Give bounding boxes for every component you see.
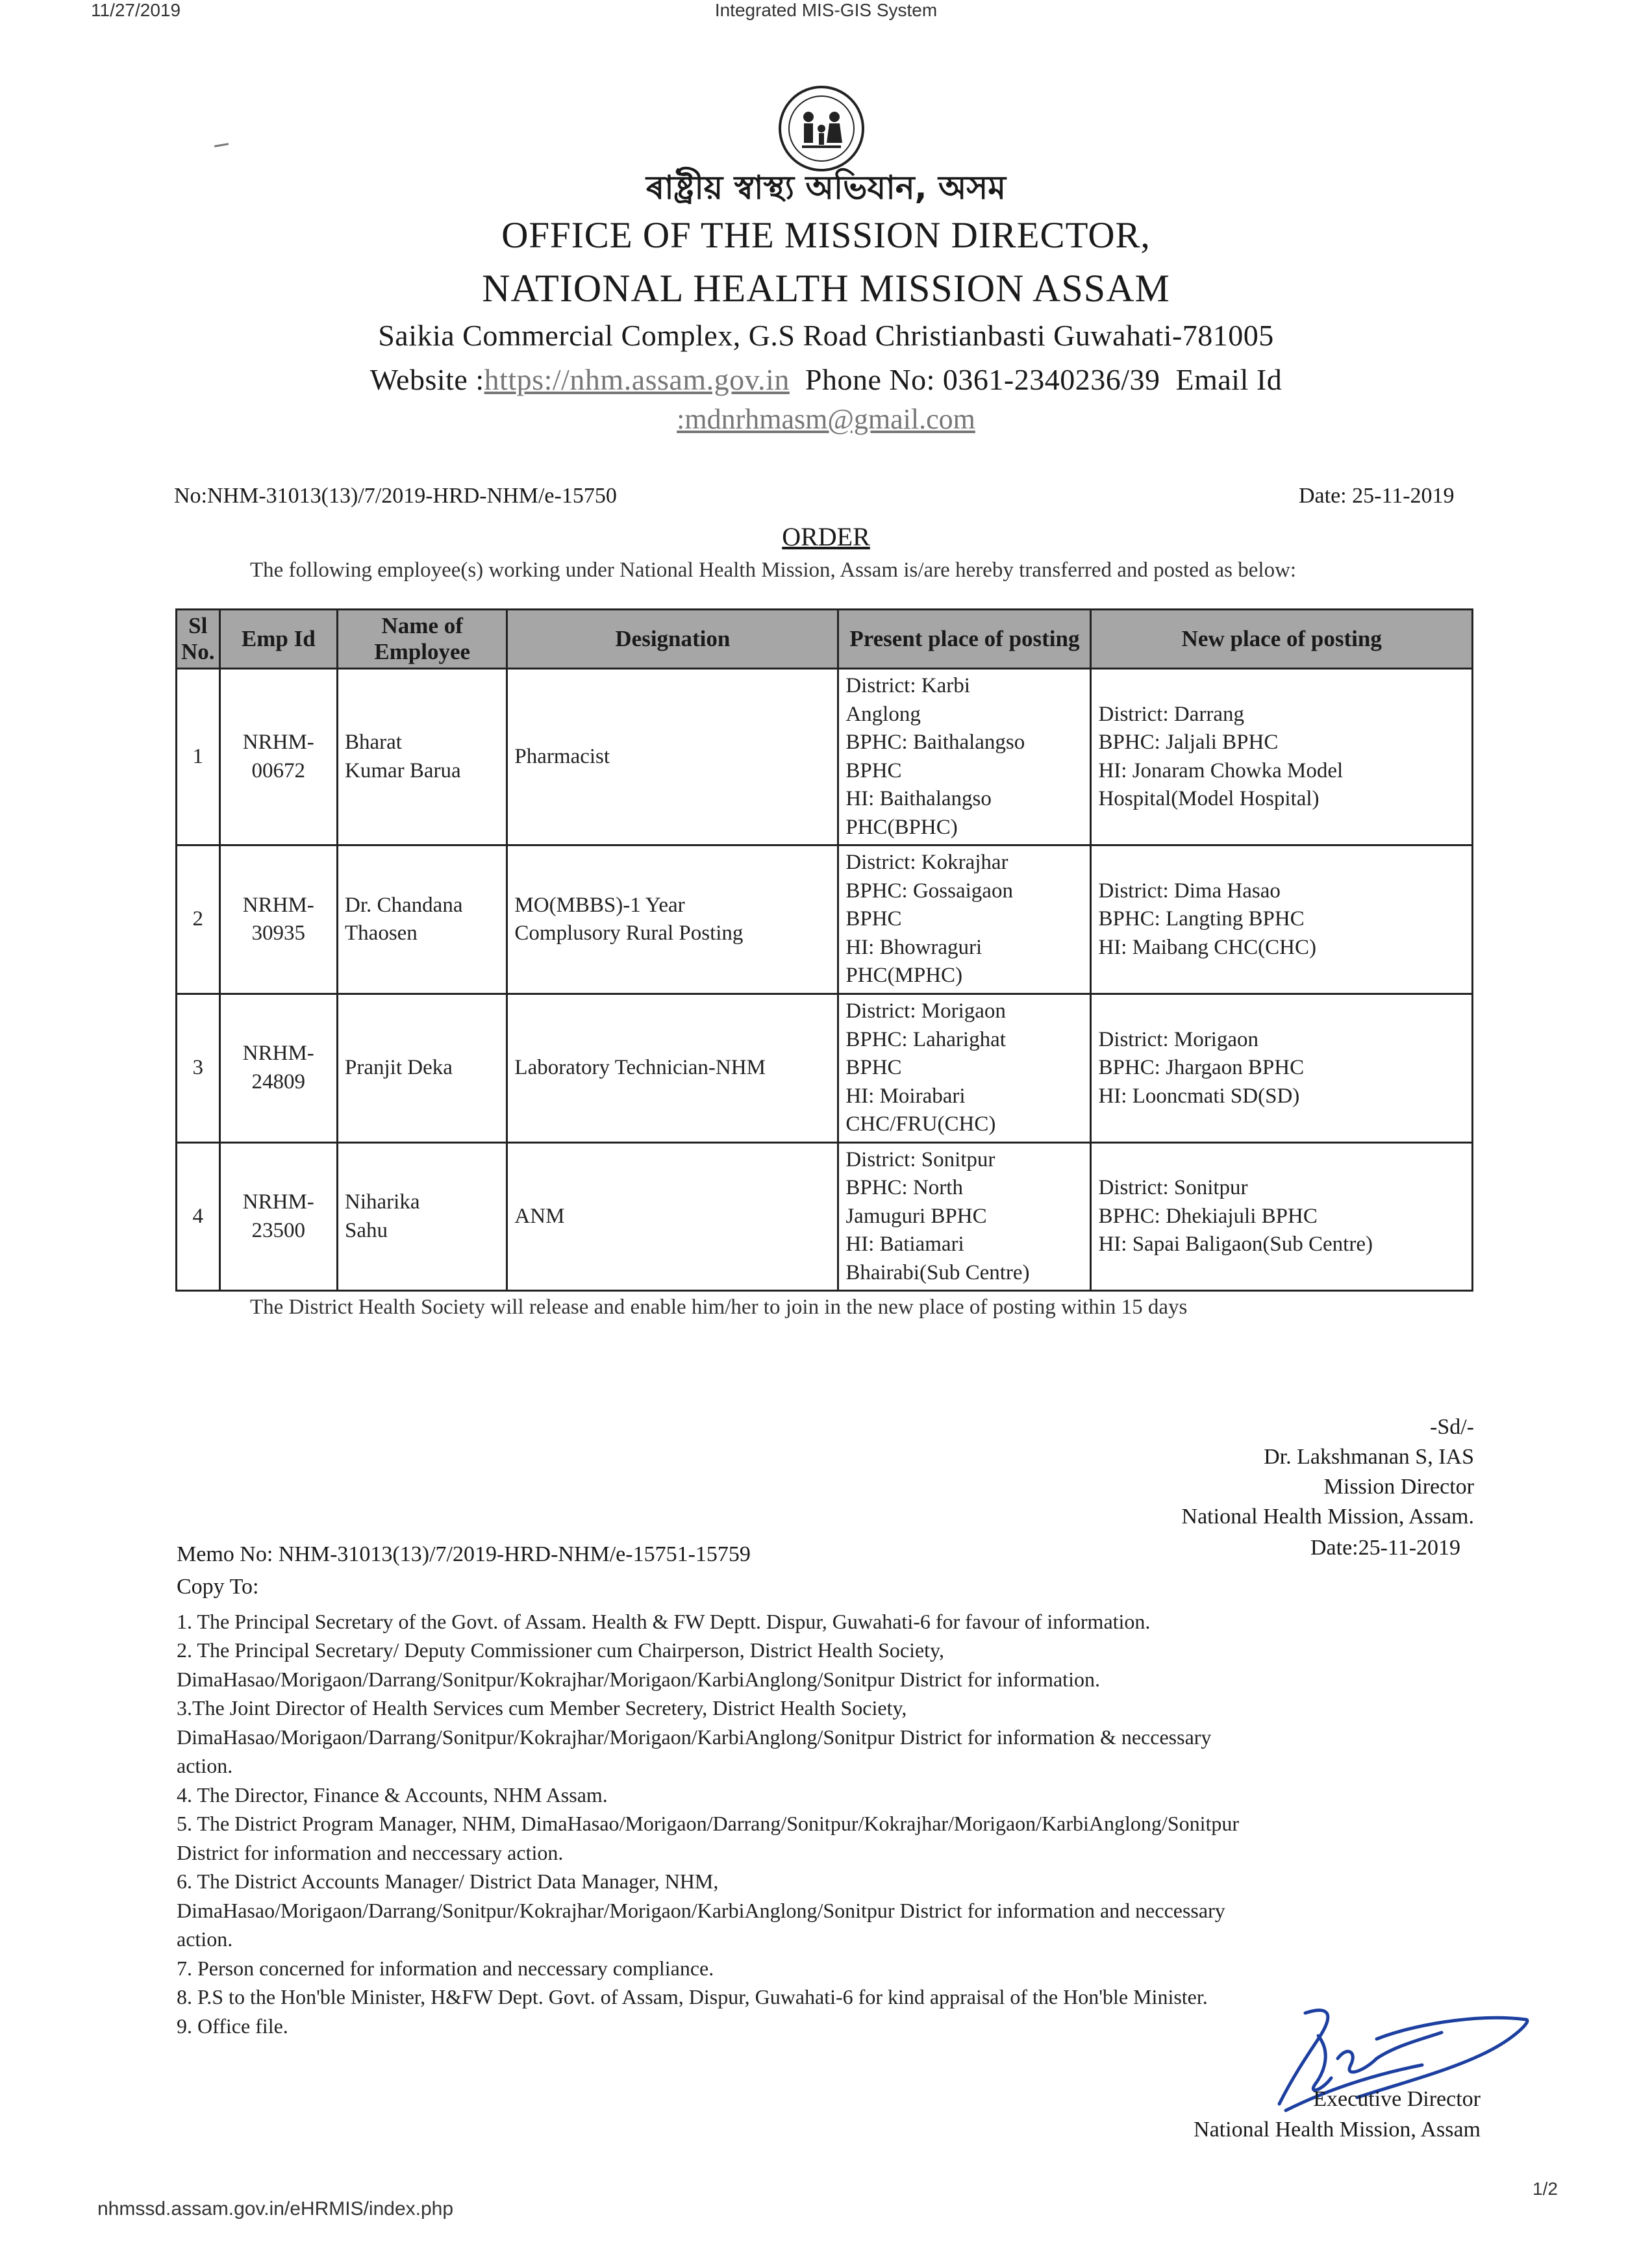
email-label: Email Id xyxy=(1175,363,1283,396)
cell-line: 30935 xyxy=(251,921,306,945)
cell-line: District: Dima Hasao xyxy=(1098,879,1281,903)
cell-line: CHC/FRU(CHC) xyxy=(845,1112,996,1136)
bengali-title: ৰাষ্ট্ৰীয় স্বাস্থ্য অভিযান, অসম xyxy=(645,169,1007,206)
print-title: Integrated MIS-GIS System xyxy=(714,0,938,20)
email-line xyxy=(0,403,1652,436)
cell-line: HI: Moirabari xyxy=(845,1084,966,1108)
cell-line: District: Kokrajhar xyxy=(845,851,1008,875)
cell-line: HI: Sapai Baligaon(Sub Centre) xyxy=(1098,1232,1373,1257)
designation-cell xyxy=(507,1142,838,1291)
cell-line: ANM xyxy=(514,1204,565,1228)
copy-to-item: 9. Office file. xyxy=(177,2014,288,2038)
footer-url: nhmssd.assam.gov.in/eHRMIS/index.php xyxy=(97,2198,454,2220)
copy-to-item: 1. The Principal Secretary of the Govt. of Assam. Health & FW Deptt. Dispur, Guwahati-6 for favour of information. xyxy=(177,1610,1151,1633)
cell-line: Bhairabi(Sub Centre) xyxy=(845,1260,1030,1284)
copy-to-item: 8. P.S to the Hon'ble Minister, H&FW Dept. Govt. of Assam, Dispur, Guwahati-6 for kind appraisal of the Hon'ble Minister. xyxy=(177,1985,1208,2009)
website-link[interactable]: https://nhm.assam.gov.in xyxy=(484,363,790,396)
exec-designation: Executive Director xyxy=(1313,2087,1481,2111)
table-row xyxy=(177,669,1473,845)
cell-line: PHC(MPHC) xyxy=(845,964,963,988)
cell-line: BPHC xyxy=(845,907,902,931)
new-posting-cell xyxy=(1091,845,1473,994)
cell-line: NRHM- xyxy=(242,1042,314,1066)
emp-id-cell xyxy=(219,994,337,1143)
copy-to-item: 4. The Director, Finance & Accounts, NHM Assam. xyxy=(177,1783,608,1807)
memo-date: Date:25-11-2019 xyxy=(1310,1536,1461,1560)
table-header-row xyxy=(177,610,1473,669)
cell-line: Pranjit Deka xyxy=(345,1056,453,1080)
cell-line: HI: Bhowraguri xyxy=(845,935,982,959)
cell-line: BPHC: Jaljali BPHC xyxy=(1098,731,1279,755)
cell-line: NRHM- xyxy=(242,893,314,917)
cell-line: BPHC: Langting BPHC xyxy=(1098,907,1305,931)
cell-line: BPHC xyxy=(845,758,902,782)
cell-line: District: Darrang xyxy=(1098,702,1244,726)
email-link[interactable]: :mdnrhmasm@gmail.com xyxy=(677,403,975,435)
cell-line: Thaosen xyxy=(345,921,418,945)
new-posting-cell xyxy=(1091,669,1473,845)
cell-line: Bharat xyxy=(345,731,402,755)
cell-line: District: Sonitpur xyxy=(845,1147,995,1171)
header-present-posting: Present place of posting xyxy=(838,610,1091,669)
cell-line: 00672 xyxy=(251,758,306,782)
cell-line: HI: Batiamari xyxy=(845,1232,964,1257)
present-posting-cell xyxy=(838,994,1091,1143)
sl-cell: 4 xyxy=(177,1142,220,1291)
cell-line: District: Morigaon xyxy=(845,999,1006,1023)
present-posting-cell xyxy=(838,669,1091,845)
cell-line: 24809 xyxy=(251,1070,306,1094)
cell-line: Niharika xyxy=(345,1190,420,1214)
executive-director-block xyxy=(1097,2084,1481,2146)
signatory-organisation: National Health Mission, Assam. xyxy=(1181,1504,1474,1529)
cell-line: Hospital(Model Hospital) xyxy=(1098,787,1320,811)
table-row xyxy=(177,1142,1473,1291)
order-intro: The following employee(s) working under National Health Mission, Assam is/are hereby transferred and posted as below: xyxy=(250,558,1297,582)
emp-id-cell xyxy=(219,845,337,994)
cell-line: BPHC: Gossaigaon xyxy=(845,879,1013,903)
cell-line: PHC(BPHC) xyxy=(845,815,958,839)
cell-line: BPHC xyxy=(845,1056,902,1080)
mission-director-signature-block xyxy=(1039,1412,1474,1532)
cell-line: District: Morigaon xyxy=(1098,1027,1259,1051)
cell-line: HI: Looncmati SD(SD) xyxy=(1098,1084,1300,1108)
cell-line: BPHC: Dhekiajuli BPHC xyxy=(1098,1204,1318,1228)
copy-to-item: 5. The District Program Manager, NHM, DimaHasao/Morigaon/Darrang/Sonitpur/Kokrajhar/Morigaon/KarbiAnglong/Sonitpur xyxy=(177,1812,1240,1836)
emp-id-cell xyxy=(219,1142,337,1291)
scan-mark xyxy=(214,143,229,147)
employee-name-cell xyxy=(338,994,507,1143)
copy-to-item: DimaHasao/Morigaon/Darrang/Sonitpur/Kokrajhar/Morigaon/KarbiAnglong/Sonitpur District for information and neccessary xyxy=(177,1898,1225,1922)
cell-line: BPHC: North xyxy=(845,1176,963,1200)
present-posting-cell xyxy=(838,1142,1091,1291)
nhm-title: NATIONAL HEALTH MISSION ASSAM xyxy=(482,267,1170,310)
header-designation: Designation xyxy=(507,610,838,669)
table-row xyxy=(177,845,1473,994)
copy-to-item: 6. The District Accounts Manager/ District Data Manager, NHM, xyxy=(177,1870,719,1894)
copy-to-item: 3.The Joint Director of Health Services cum Member Secretery, District Health Society, xyxy=(177,1696,907,1720)
designation-cell xyxy=(507,845,838,994)
new-posting-cell xyxy=(1091,1142,1473,1291)
header-sl-no: Sl No. xyxy=(177,610,220,669)
copy-to-item: 7. Person concerned for information and neccessary compliance. xyxy=(177,1956,714,1980)
sl-cell: 2 xyxy=(177,845,220,994)
memo-number: Memo No: NHM-31013(13)/7/2019-HRD-NHM/e-15751-15759 xyxy=(177,1542,751,1566)
cell-line: Kumar Barua xyxy=(345,758,461,782)
cell-line: Dr. Chandana xyxy=(345,893,463,917)
release-note: The District Health Society will release and enable him/her to join in the new place of posting within 15 days xyxy=(250,1295,1188,1319)
present-posting-cell xyxy=(838,845,1091,994)
new-posting-cell xyxy=(1091,994,1473,1143)
copy-to-item: 2. The Principal Secretary/ Deputy Commissioner cum Chairperson, District Health Society, xyxy=(177,1638,944,1662)
employee-name-cell xyxy=(338,669,507,845)
header-employee-name: Name of Employee xyxy=(338,610,507,669)
table-row xyxy=(177,994,1473,1143)
exec-organisation: National Health Mission, Assam xyxy=(1194,2117,1481,2142)
cell-line: NRHM- xyxy=(242,1190,314,1214)
print-date: 11/27/2019 xyxy=(91,0,181,20)
page-number: 1/2 xyxy=(1533,2179,1558,2199)
header-new-posting: New place of posting xyxy=(1091,610,1473,669)
sl-cell: 3 xyxy=(177,994,220,1143)
signatory-designation: Mission Director xyxy=(1323,1474,1474,1499)
employee-name-cell xyxy=(338,1142,507,1291)
cell-line: District: Sonitpur xyxy=(1098,1176,1248,1200)
employee-name-cell xyxy=(338,845,507,994)
copy-to-item: DimaHasao/Morigaon/Darrang/Sonitpur/Kokrajhar/Morigaon/KarbiAnglong/Sonitpur District for information. xyxy=(177,1667,1100,1691)
nhm-logo-emblem xyxy=(776,83,867,174)
cell-line: Jamuguri BPHC xyxy=(845,1204,987,1228)
copy-to-list xyxy=(177,1607,1462,2040)
order-heading: ORDER xyxy=(782,522,870,551)
contact-line xyxy=(0,362,1652,397)
copy-to-item: DimaHasao/Morigaon/Darrang/Sonitpur/Kokrajhar/Morigaon/KarbiAnglong/Sonitpur District for information & neccessary xyxy=(177,1725,1212,1749)
order-number: No:NHM-31013(13)/7/2019-HRD-NHM/e-15750 xyxy=(174,484,617,508)
cell-line: District: Karbi xyxy=(845,674,970,697)
cell-line: Laboratory Technician-NHM xyxy=(514,1056,766,1080)
office-address: Saikia Commercial Complex, G.S Road Christianbasti Guwahati-781005 xyxy=(378,319,1274,352)
sl-cell: 1 xyxy=(177,669,220,845)
designation-cell xyxy=(507,994,838,1143)
signatory-name: Dr. Lakshmanan S, IAS xyxy=(1264,1444,1474,1469)
cell-line: Pharmacist xyxy=(514,744,610,768)
cell-line: Complusory Rural Posting xyxy=(514,921,744,945)
cell-line: Anglong xyxy=(845,702,921,726)
cell-line: NRHM- xyxy=(242,731,314,755)
cell-line: Sahu xyxy=(345,1218,388,1242)
cell-line: 23500 xyxy=(251,1218,306,1242)
cell-line: BPHC: Baithalangso xyxy=(845,731,1025,755)
sd-mark: -Sd/- xyxy=(1430,1415,1474,1439)
copy-to-label: Copy To: xyxy=(177,1575,259,1599)
website-label: Website : xyxy=(369,363,484,396)
order-date: Date: 25-11-2019 xyxy=(1299,484,1455,508)
emp-id-cell xyxy=(219,669,337,845)
transfer-table xyxy=(175,608,1473,1292)
copy-to-item: action. xyxy=(177,1927,233,1951)
cell-line: BPHC: Laharighat xyxy=(845,1027,1006,1051)
table-body xyxy=(177,669,1473,1291)
cell-line: HI: Baithalangso xyxy=(845,787,992,811)
cell-line: MO(MBBS)-1 Year xyxy=(514,893,685,917)
copy-to-item: District for information and neccessary action. xyxy=(177,1840,564,1864)
phone-number: Phone No: 0361-2340236/39 xyxy=(805,363,1160,396)
office-title: OFFICE OF THE MISSION DIRECTOR, xyxy=(501,215,1151,256)
designation-cell xyxy=(507,669,838,845)
cell-line: HI: Maibang CHC(CHC) xyxy=(1098,935,1316,959)
copy-to-item: action. xyxy=(177,1754,233,1778)
cell-line: HI: Jonaram Chowka Model xyxy=(1098,758,1344,782)
cell-line: BPHC: Jhargaon BPHC xyxy=(1098,1056,1305,1080)
header-emp-id: Emp Id xyxy=(219,610,337,669)
